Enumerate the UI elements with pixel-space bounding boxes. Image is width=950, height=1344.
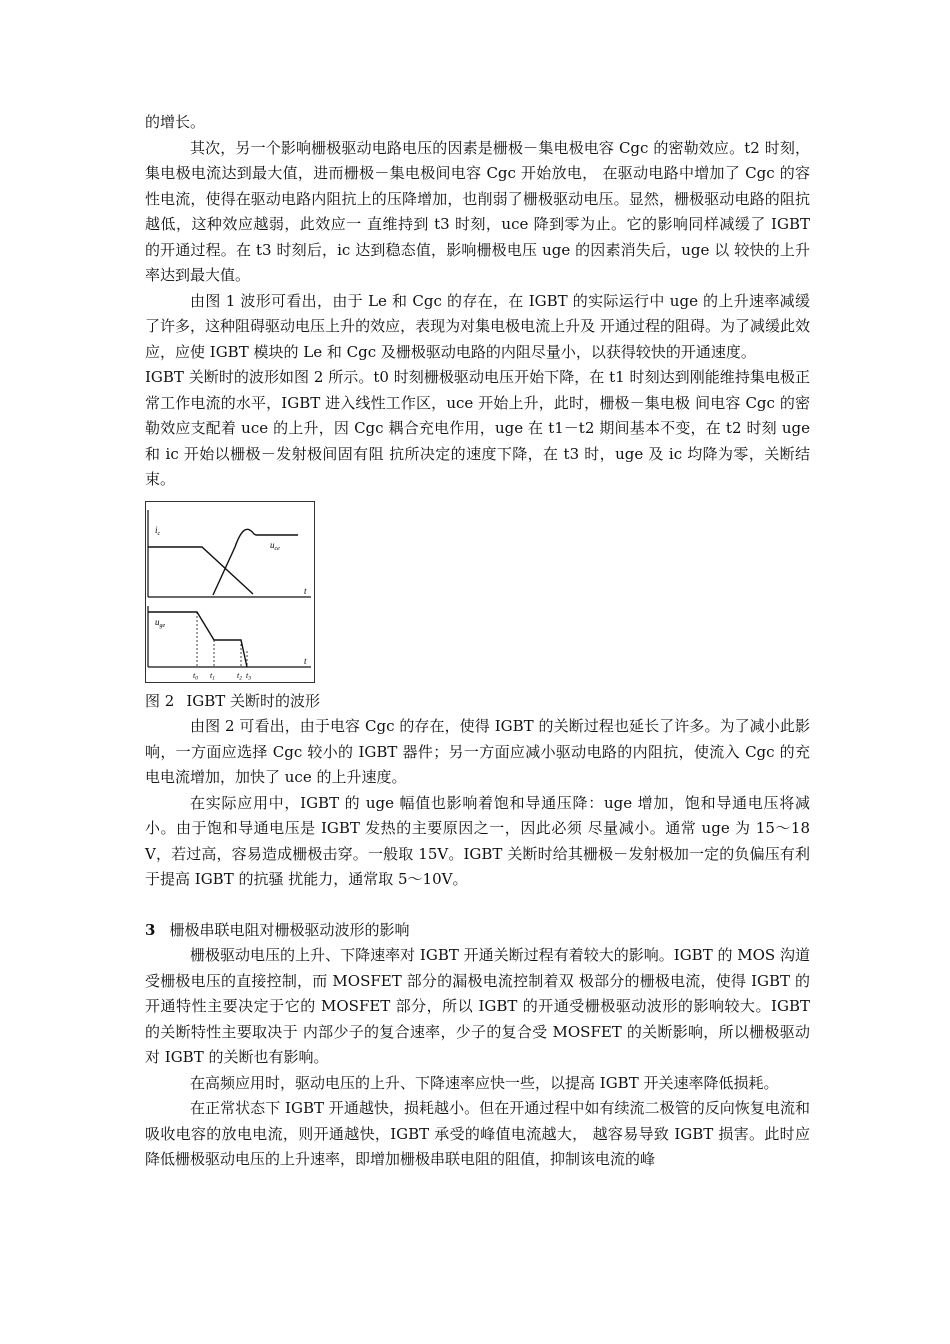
caption-number: 图 2 (145, 691, 175, 710)
section-heading (145, 918, 810, 944)
caption-text: IGBT 关断时的波形 (186, 691, 321, 710)
section-number: 3 (145, 920, 156, 939)
paragraph-0: 的增长。 (145, 113, 206, 131)
paragraph-6: 栅极驱动电压的上升、下降速率对 IGBT 开通关断过程有着较大的影响。IGBT 的 MOS 沟道受栅极电压的直接控制，而 MOSFET 部分的漏极电流控制着双 极部分的栅极电流，使得 IGBT 的开通特性主要决定于它的 MOSFET 部分，所以 IGBT 的开通受栅极驱动波形的影响较大。IGBT 的关断特性主要取决于 内部少子的复合速率，少子的复合受 MOSFET 的关断影响，所以栅极驱动对 IGBT 的关断也有影响。 (145, 946, 810, 1066)
paragraph-7: 在高频应用时，驱动电压的上升、下降速率应快一些，以提高 IGBT 开关速率降低损耗。 (190, 1073, 779, 1092)
uce-label: $u_{ce}$ (270, 539, 280, 552)
section-title: 栅极串联电阻对栅极驱动波形的影响 (169, 920, 410, 939)
document-page (145, 110, 810, 1173)
t-axis-label-bottom: t (304, 655, 307, 666)
uge-label: $u_{ge}$ (155, 616, 166, 629)
figure-igbt-turnoff-waveform (145, 501, 315, 683)
paragraph-5: 在实际应用中，IGBT 的 uge 幅值也影响着饱和导通压降：uge 增加，饱和导通电压将减小。由于饱和导通电压是 IGBT 发热的主要原因之一，因此必须 尽量减小。通常 uge 为 15～18V，若过高，容易造成栅极击穿。一般取 15V。IGBT 关断时给其栅极－发射极加一定的负偏压有利于提高 IGBT 的抗骚 扰能力，通常取 5～10V。 (145, 793, 810, 888)
t2-label: t2 (237, 670, 242, 681)
paragraph-2: 由图 1 波形可看出，由于 Le 和 Cgc 的存在，在 IGBT 的实际运行中 uge 的上升速率减缓了许多，这种阻碍驱动电压上升的效应，表现为对集电极电流上升及 开通过程的阻碍。为了减缓此效应，应使 IGBT 模块的 Le 和 Cgc 及栅极驱动电路的内阻尽量小，以获得较快的开通速度。 (145, 291, 810, 361)
ic-label: $i_c$ (155, 524, 161, 537)
figure-caption (145, 689, 810, 715)
paragraph-3: IGBT 关断时的波形如图 2 所示。t0 时刻栅极驱动电压开始下降，在 t1 时刻达到刚能维持集电极正常工作电流的水平，IGBT 进入线性工作区，uce 开始上升，此时，栅极－集电极 间电容 Cgc 的密勒效应支配着 uce 的上升，因 Cgc 耦合充电作用，uge 在 t1－t2 期间基本不变，在 t2 时刻 uge 和 ic 开始以栅极－发射极间固有阻 抗所决定的速度下降，在 t3 时，uge 及 ic 均降为零，关断结束。 (145, 368, 810, 488)
t0-label: t0 (193, 670, 198, 681)
paragraph-1: 其次，另一个影响栅极驱动电路电压的因素是栅极－集电极电容 Cgc 的密勒效应。t2 时刻，集电极电流达到最大值，进而栅极－集电极间电容 Cgc 开始放电， 在驱动电路中增加了 Cgc 的容性电流，使得在驱动电路内阻抗上的压降增加，也削弱了栅极驱动电压。显然，栅极驱动电路的阻抗越低，这种效应越弱，此效应一 直维持到 t3 时刻，uce 降到零为止。它的影响同样减缓了 IGBT 的开通过程。在 t3 时刻后，ic 达到稳态值，影响栅极电压 uge 的因素消失后，uge 以 较快的上升率达到最大值。 (145, 138, 810, 284)
t-axis-label-top: t (304, 585, 307, 596)
waveform-diagram (145, 501, 315, 683)
t3-label: t3 (246, 670, 251, 681)
t1-label: t1 (210, 670, 215, 681)
paragraph-8: 在正常状态下 IGBT 开通越快，损耗越小。但在开通过程中如有续流二极管的反向恢复电流和吸收电容的放电电流，则开通越快，IGBT 承受的峰值电流越大， 越容易导致 IGBT 损害。此时应降低栅极驱动电压的上升速率，即增加栅极串联电阻的阻值，抑制该电流的峰 (145, 1099, 810, 1168)
figure-frame (146, 501, 315, 682)
paragraph-4: 由图 2 可看出，由于电容 Cgc 的存在，使得 IGBT 的关断过程也延长了许多。为了减小此影响，一方面应选择 Cgc 较小的 IGBT 器件；另一方面应减小驱动电路的内阻抗，使流入 Cgc 的充电电流增加，加快了 uce 的上升速度。 (145, 717, 810, 786)
